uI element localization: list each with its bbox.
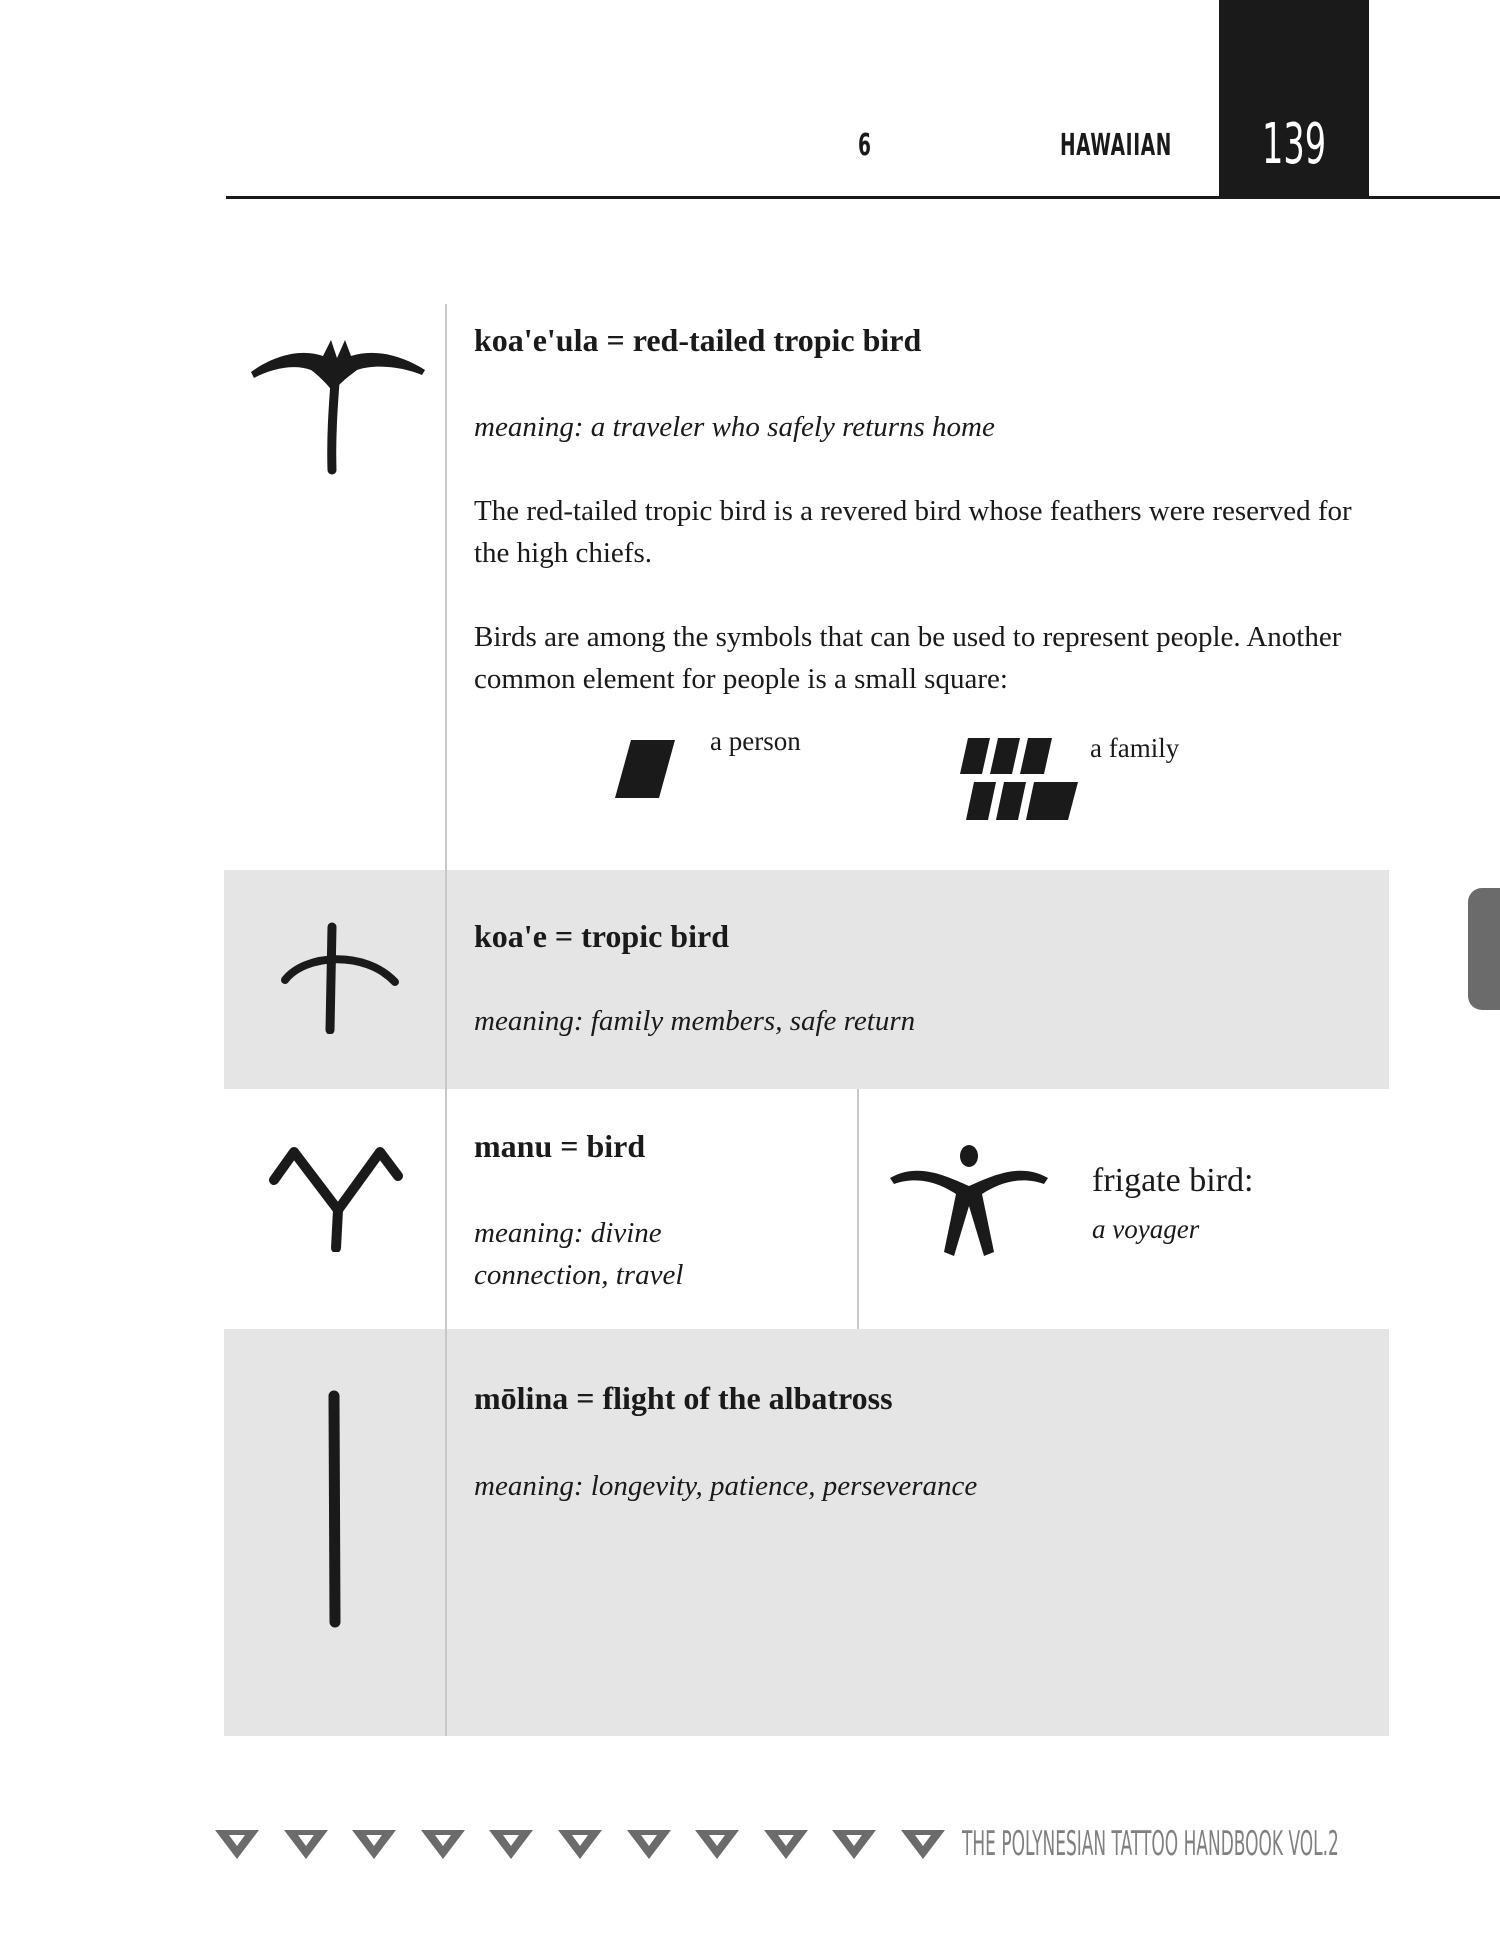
triangle-ornament-icon <box>626 1829 672 1861</box>
triangle-ornament-icon <box>763 1829 809 1861</box>
meaning-koae: meaning: family members, safe return <box>474 1005 916 1037</box>
term-koaeula: koa'e'ula = red-tailed tropic bird <box>474 322 922 358</box>
frigate-bird-icon <box>888 1140 1050 1258</box>
caption-person: a person <box>710 726 801 756</box>
red-tailed-tropic-bird-icon <box>245 330 430 475</box>
parallelogram-icon <box>615 738 675 800</box>
header-rule <box>226 196 1500 199</box>
section-title: HAWAIIAN <box>1060 128 1172 163</box>
chapter-number: 6 <box>858 128 872 163</box>
bird-icon <box>268 1140 404 1252</box>
paragraph-feathers: The red-tailed tropic bird is a revered bird whose feathers were reserved for the high chiefs. <box>474 495 1352 569</box>
aside-frigate-title: frigate bird: <box>1092 1162 1254 1199</box>
albatross-line-icon <box>320 1390 350 1630</box>
term-koae: koa'e = tropic bird <box>474 918 729 954</box>
footer-book-title: THE POLYNESIAN TATTOO HANDBOOK VOL.2 <box>962 1824 1339 1864</box>
triangle-ornament-icon <box>694 1829 740 1861</box>
tropic-bird-icon <box>275 922 400 1034</box>
aside-frigate-subtitle: a voyager <box>1092 1214 1200 1244</box>
caption-family: a family <box>1090 733 1180 763</box>
triangle-ornament-icon <box>900 1829 946 1861</box>
manu-aside-divider <box>857 1089 859 1329</box>
triangle-ornament-icon <box>283 1829 329 1861</box>
parallelogram-group-icon <box>960 734 1080 822</box>
triangle-ornament-icon <box>420 1829 466 1861</box>
page-number: 139 <box>1262 112 1327 177</box>
term-molina: mōlina = flight of the albatross <box>474 1380 893 1416</box>
meaning-koaeula: meaning: a traveler who safely returns home <box>474 411 995 443</box>
triangle-ornament-icon <box>214 1829 260 1861</box>
meaning-manu-line1: meaning: divine <box>474 1217 662 1249</box>
meaning-molina: meaning: longevity, patience, perseverance <box>474 1470 978 1502</box>
meaning-manu-line2: connection, travel <box>474 1259 684 1291</box>
triangle-ornament-icon <box>557 1829 603 1861</box>
triangle-ornament-icon <box>351 1829 397 1861</box>
column-divider <box>445 304 447 1736</box>
triangle-ornament-icon <box>488 1829 534 1861</box>
chapter-tab-marker <box>1468 888 1500 1010</box>
triangle-ornament-icon <box>831 1829 877 1861</box>
paragraph-people-symbols: Birds are among the symbols that can be used to represent people. Another common element for people is a small square: <box>474 621 1342 695</box>
term-manu: manu = bird <box>474 1128 646 1164</box>
